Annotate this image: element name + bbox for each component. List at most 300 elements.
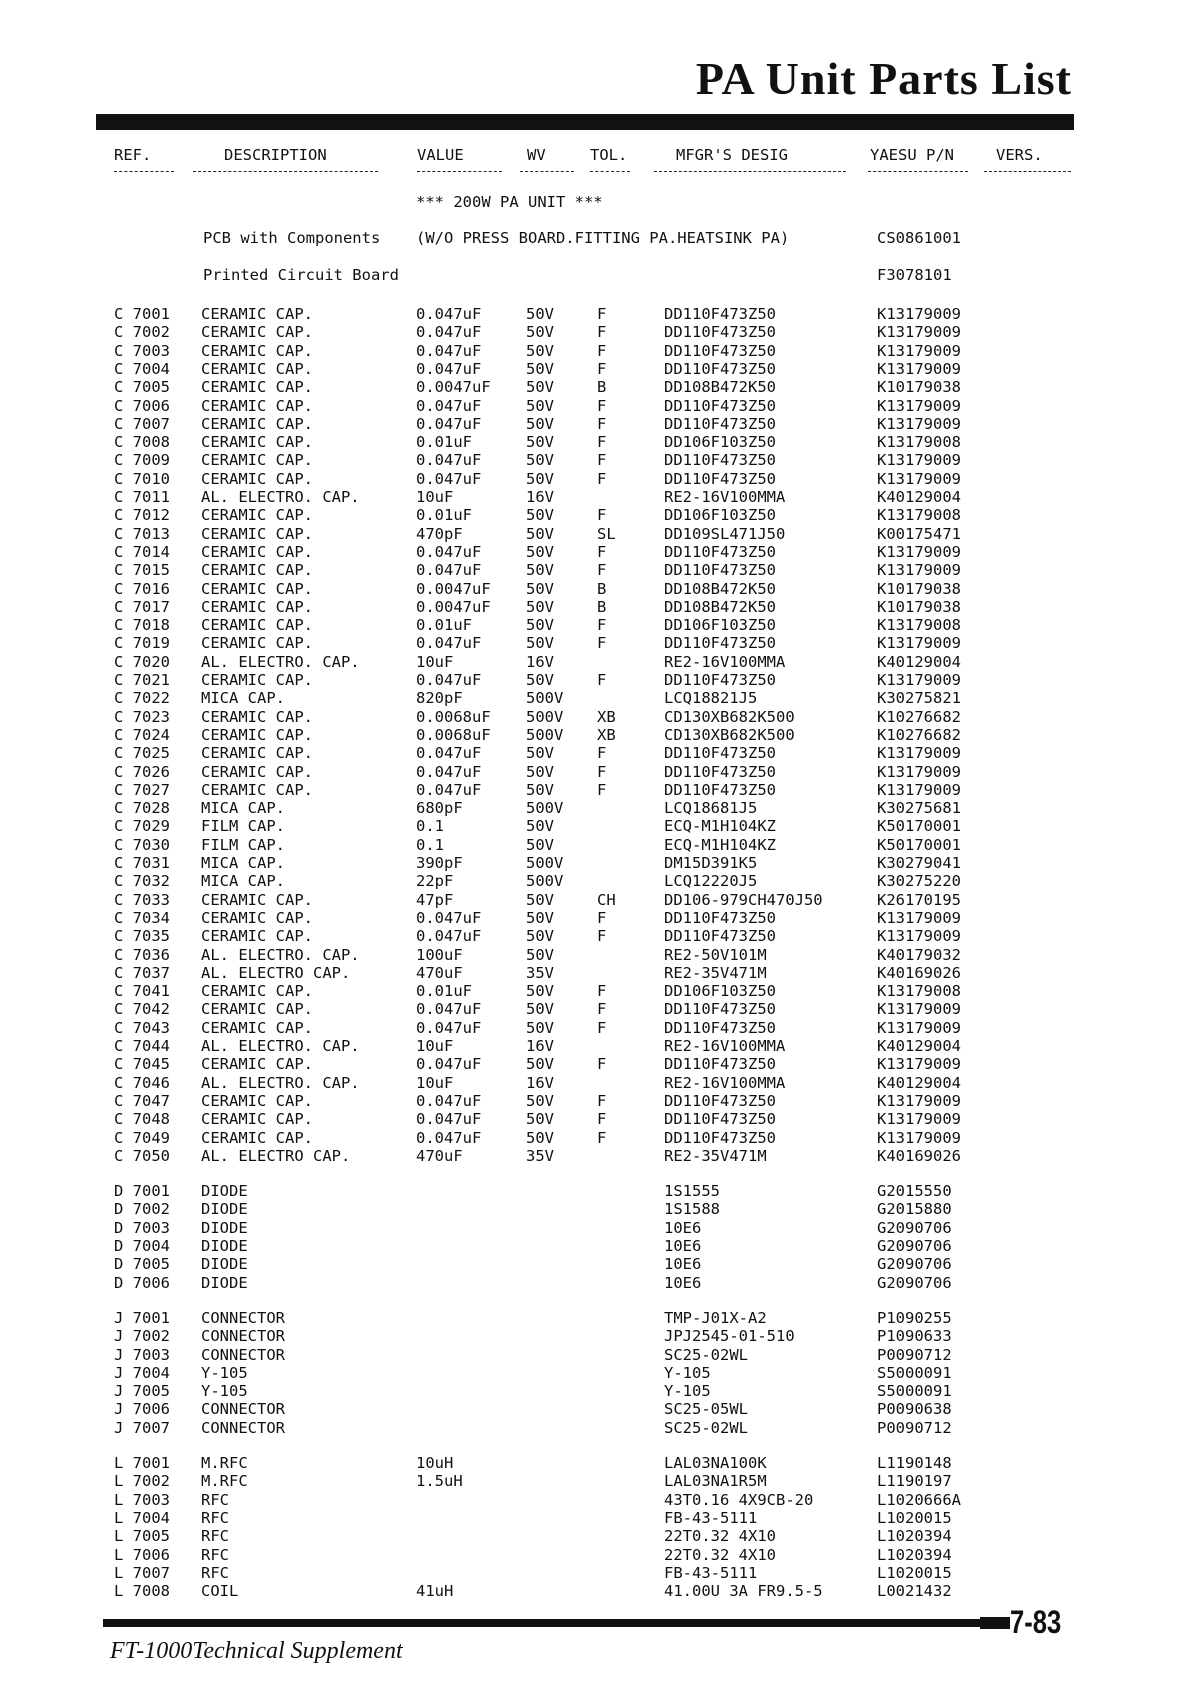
part-ref: C 7004	[114, 359, 170, 378]
part-wv: 500V	[526, 872, 564, 891]
table-row	[0, 1129, 1190, 1147]
part-description: CERAMIC CAP.	[201, 451, 313, 470]
table-row	[0, 1255, 1190, 1273]
part-yaesu-pn: G2090706	[877, 1237, 952, 1255]
part-value: 10uF	[416, 652, 454, 671]
part-value: 0.1	[416, 817, 444, 836]
part-yaesu-pn: K40169026	[877, 963, 961, 982]
part-tol: F	[597, 305, 607, 323]
part-value: 0.047uF	[416, 1091, 482, 1110]
part-description: AL. ELECTRO. CAP.	[201, 945, 360, 964]
part-value: 0.0047uF	[416, 378, 491, 397]
part-yaesu-pn: K30275220	[877, 872, 961, 891]
table-row	[0, 1092, 1190, 1110]
part-wv: 50V	[526, 1110, 554, 1129]
part-ref: L 7001	[114, 1454, 170, 1472]
part-yaesu-pn: L1020394	[877, 1527, 952, 1546]
part-description: CERAMIC CAP.	[201, 1055, 313, 1074]
part-description: CERAMIC CAP.	[201, 396, 313, 415]
part-value: 0.0068uF	[416, 707, 491, 726]
part-ref: C 7028	[114, 799, 170, 818]
part-ref: C 7050	[114, 1146, 170, 1165]
part-mfgr-desig: DD110F473Z50	[664, 561, 776, 580]
part-yaesu-pn: K13179009	[877, 671, 961, 689]
table-row	[0, 1454, 1190, 1472]
part-mfgr-desig: 10E6	[664, 1218, 702, 1237]
part-ref: C 7045	[114, 1055, 170, 1074]
part-tol: F	[597, 396, 607, 415]
part-wv: 50V	[526, 341, 554, 360]
part-yaesu-pn: S5000091	[877, 1382, 952, 1401]
table-row	[0, 927, 1190, 945]
table-row	[0, 342, 1190, 360]
part-ref: L 7008	[114, 1582, 170, 1601]
part-mfgr-desig: LCQ18821J5	[664, 689, 758, 708]
part-yaesu-pn: K50170001	[877, 835, 961, 854]
part-mfgr-desig: DD110F473Z50	[664, 671, 776, 689]
part-mfgr-desig: DD106-979CH470J50	[664, 890, 823, 909]
table-row	[0, 653, 1190, 671]
part-mfgr-desig: DD110F473Z50	[664, 323, 776, 342]
part-description: AL. ELECTRO. CAP.	[201, 1037, 360, 1055]
part-wv: 16V	[526, 1073, 554, 1092]
part-description: DIODE	[201, 1218, 248, 1237]
part-wv: 50V	[526, 1000, 554, 1019]
part-yaesu-pn: K13179008	[877, 982, 961, 1001]
part-ref: J 7004	[114, 1363, 170, 1382]
part-description: CERAMIC CAP.	[201, 414, 313, 433]
part-mfgr-desig: DD110F473Z50	[664, 396, 776, 415]
pcb-label: Printed Circuit Board	[203, 266, 399, 284]
part-tol: B	[597, 579, 607, 598]
header-tol: TOL.	[590, 146, 628, 164]
part-description: CERAMIC CAP.	[201, 762, 313, 781]
part-value: 100uF	[416, 945, 463, 964]
table-row	[0, 891, 1190, 909]
part-yaesu-pn: G2090706	[877, 1273, 952, 1292]
part-yaesu-pn: K13179009	[877, 1055, 961, 1074]
header-description: DESCRIPTION	[224, 146, 327, 164]
table-row	[0, 817, 1190, 835]
part-ref: C 7031	[114, 854, 170, 872]
part-wv: 50V	[526, 1018, 554, 1037]
part-ref: C 7023	[114, 707, 170, 726]
part-ref: D 7005	[114, 1255, 170, 1274]
table-row	[0, 1000, 1190, 1018]
part-ref: C 7016	[114, 579, 170, 598]
part-yaesu-pn: K10276682	[877, 725, 961, 744]
part-description: RFC	[201, 1563, 229, 1582]
part-wv: 50V	[526, 982, 554, 1001]
part-yaesu-pn: G2015880	[877, 1200, 952, 1219]
part-yaesu-pn: K13179009	[877, 744, 961, 763]
part-yaesu-pn: K13179009	[877, 469, 961, 488]
part-ref: C 7032	[114, 872, 170, 891]
part-value: 0.047uF	[416, 634, 482, 653]
part-mfgr-desig: LCQ18681J5	[664, 799, 758, 818]
part-mfgr-desig: DD110F473Z50	[664, 1128, 776, 1147]
part-description: AL. ELECTRO. CAP.	[201, 652, 360, 671]
part-mfgr-desig: DD110F473Z50	[664, 414, 776, 433]
part-wv: 50V	[526, 890, 554, 909]
part-description: DIODE	[201, 1273, 248, 1292]
table-row	[0, 946, 1190, 964]
part-yaesu-pn: K13179009	[877, 780, 961, 799]
part-mfgr-desig: Y-105	[664, 1363, 711, 1382]
part-ref: L 7007	[114, 1563, 170, 1582]
part-value: 41uH	[416, 1582, 454, 1601]
table-row	[0, 909, 1190, 927]
part-ref: J 7007	[114, 1418, 170, 1437]
part-ref: C 7010	[114, 469, 170, 488]
part-yaesu-pn: K40179032	[877, 945, 961, 964]
part-tol: F	[597, 341, 607, 360]
part-yaesu-pn: K13179009	[877, 451, 961, 470]
table-row	[0, 689, 1190, 707]
header-yaesu-pn: YAESU P/N	[870, 146, 954, 164]
part-ref: C 7029	[114, 817, 170, 836]
part-wv: 50V	[526, 323, 554, 342]
part-value: 0.047uF	[416, 927, 482, 946]
table-row	[0, 616, 1190, 634]
part-mfgr-desig: DD110F473Z50	[664, 1055, 776, 1074]
part-mfgr-desig: DD110F473Z50	[664, 634, 776, 653]
part-yaesu-pn: L1020394	[877, 1545, 952, 1564]
part-ref: D 7006	[114, 1273, 170, 1292]
part-tol: F	[597, 780, 607, 799]
part-yaesu-pn: K40129004	[877, 1073, 961, 1092]
table-row	[0, 982, 1190, 1000]
part-description: CERAMIC CAP.	[201, 1110, 313, 1129]
part-ref: C 7041	[114, 982, 170, 1001]
table-row	[0, 1219, 1190, 1237]
pcb-components-label: PCB with Components	[203, 229, 381, 247]
part-description: FILM CAP.	[201, 835, 285, 854]
part-mfgr-desig: FB-43-5111	[664, 1563, 758, 1582]
part-mfgr-desig: 41.00U 3A FR9.5-5	[664, 1582, 823, 1601]
part-description: CERAMIC CAP.	[201, 616, 313, 635]
part-yaesu-pn: K13179008	[877, 506, 961, 525]
part-description: M.RFC	[201, 1472, 248, 1491]
part-ref: J 7001	[114, 1308, 170, 1327]
part-description: CERAMIC CAP.	[201, 469, 313, 488]
table-row	[0, 836, 1190, 854]
table-row	[0, 1564, 1190, 1582]
table-row	[0, 488, 1190, 506]
part-mfgr-desig: LAL03NA100K	[664, 1454, 767, 1472]
part-mfgr-desig: DD110F473Z50	[664, 908, 776, 927]
part-yaesu-pn: K40169026	[877, 1146, 961, 1165]
table-row	[0, 1400, 1190, 1418]
part-tol: F	[597, 762, 607, 781]
table-row	[0, 872, 1190, 890]
part-description: AL. ELECTRO. CAP.	[201, 1073, 360, 1092]
part-value: 0.1	[416, 835, 444, 854]
part-ref: C 7026	[114, 762, 170, 781]
part-description: CERAMIC CAP.	[201, 744, 313, 763]
part-ref: D 7004	[114, 1237, 170, 1255]
part-mfgr-desig: 43T0.16 4X9CB-20	[664, 1490, 814, 1509]
page-title: PA Unit Parts List	[695, 53, 1072, 104]
part-value: 0.0047uF	[416, 579, 491, 598]
table-row	[0, 305, 1190, 323]
part-wv: 50V	[526, 1055, 554, 1074]
part-value: 0.047uF	[416, 1018, 482, 1037]
table-row	[0, 1327, 1190, 1345]
part-value: 0.047uF	[416, 561, 482, 580]
part-mfgr-desig: DD110F473Z50	[664, 927, 776, 946]
part-tol: F	[597, 616, 607, 635]
table-row	[0, 451, 1190, 469]
part-description: CONNECTOR	[201, 1308, 285, 1327]
part-tol: XB	[597, 707, 616, 726]
part-tol: F	[597, 982, 607, 1001]
part-description: CONNECTOR	[201, 1345, 285, 1364]
part-yaesu-pn: K30275681	[877, 799, 961, 818]
pcb-components-note: (W/O PRESS BOARD.FITTING PA.HEATSINK PA)	[416, 229, 790, 247]
part-tol: F	[597, 744, 607, 763]
table-row	[0, 1382, 1190, 1400]
part-description: COIL	[201, 1582, 239, 1601]
part-yaesu-pn: K13179009	[877, 396, 961, 415]
part-tol: CH	[597, 890, 616, 909]
part-description: MICA CAP.	[201, 854, 285, 872]
part-yaesu-pn: G2090706	[877, 1218, 952, 1237]
part-description: CERAMIC CAP.	[201, 597, 313, 616]
table-row	[0, 1364, 1190, 1382]
part-yaesu-pn: G2015550	[877, 1182, 952, 1201]
part-value: 0.047uF	[416, 908, 482, 927]
part-yaesu-pn: K10179038	[877, 378, 961, 397]
part-ref: C 7020	[114, 652, 170, 671]
table-row	[0, 1274, 1190, 1292]
part-ref: C 7027	[114, 780, 170, 799]
part-value: 0.047uF	[416, 1055, 482, 1074]
part-value: 0.01uF	[416, 433, 472, 452]
part-mfgr-desig: DD110F473Z50	[664, 1110, 776, 1129]
part-tol: B	[597, 597, 607, 616]
part-mfgr-desig: DD109SL471J50	[664, 524, 786, 543]
part-wv: 50V	[526, 762, 554, 781]
part-ref: L 7005	[114, 1527, 170, 1546]
part-tol: F	[597, 542, 607, 561]
part-yaesu-pn: K13179009	[877, 305, 961, 323]
part-mfgr-desig: SC25-05WL	[664, 1400, 748, 1419]
part-value: 470pF	[416, 524, 463, 543]
part-value: 0.047uF	[416, 359, 482, 378]
part-ref: C 7005	[114, 378, 170, 397]
part-mfgr-desig: DD108B472K50	[664, 579, 776, 598]
part-value: 0.047uF	[416, 323, 482, 342]
part-tol: F	[597, 671, 607, 689]
section-title: *** 200W PA UNIT ***	[416, 193, 603, 211]
table-row	[0, 506, 1190, 524]
part-description: RFC	[201, 1490, 229, 1509]
part-wv: 50V	[526, 451, 554, 470]
part-yaesu-pn: K13179009	[877, 762, 961, 781]
part-yaesu-pn: L1020015	[877, 1508, 952, 1527]
part-description: AL. ELECTRO CAP.	[201, 1146, 351, 1165]
table-row	[0, 671, 1190, 689]
part-mfgr-desig: FB-43-5111	[664, 1508, 758, 1527]
part-ref: C 7011	[114, 488, 170, 506]
part-description: CERAMIC CAP.	[201, 323, 313, 342]
part-value: 0.047uF	[416, 414, 482, 433]
part-ref: C 7014	[114, 542, 170, 561]
part-wv: 50V	[526, 927, 554, 946]
part-mfgr-desig: DD110F473Z50	[664, 305, 776, 323]
part-description: CERAMIC CAP.	[201, 982, 313, 1001]
part-yaesu-pn: P0090712	[877, 1345, 952, 1364]
part-yaesu-pn: L0021432	[877, 1582, 952, 1601]
table-row	[0, 470, 1190, 488]
part-value: 0.047uF	[416, 762, 482, 781]
part-yaesu-pn: L1190197	[877, 1472, 952, 1491]
part-ref: D 7001	[114, 1182, 170, 1201]
part-ref: C 7019	[114, 634, 170, 653]
part-mfgr-desig: DD110F473Z50	[664, 469, 776, 488]
part-ref: D 7003	[114, 1218, 170, 1237]
part-value: 390pF	[416, 854, 463, 872]
part-description: Y-105	[201, 1363, 248, 1382]
part-yaesu-pn: K13179009	[877, 341, 961, 360]
part-wv: 50V	[526, 634, 554, 653]
part-ref: J 7005	[114, 1382, 170, 1401]
part-yaesu-pn: K13179009	[877, 927, 961, 946]
part-value: 680pF	[416, 799, 463, 818]
part-yaesu-pn: P0090638	[877, 1400, 952, 1419]
part-wv: 50V	[526, 817, 554, 836]
pcb-part-no: F3078101	[877, 266, 952, 284]
part-mfgr-desig: 10E6	[664, 1273, 702, 1292]
part-ref: C 7024	[114, 725, 170, 744]
part-ref: C 7021	[114, 671, 170, 689]
part-yaesu-pn: P0090712	[877, 1418, 952, 1437]
part-ref: C 7047	[114, 1091, 170, 1110]
part-yaesu-pn: K40129004	[877, 1037, 961, 1055]
part-description: CERAMIC CAP.	[201, 780, 313, 799]
part-ref: L 7004	[114, 1508, 170, 1527]
part-mfgr-desig: DD106F103Z50	[664, 433, 776, 452]
part-value: 0.047uF	[416, 744, 482, 763]
part-wv: 50V	[526, 506, 554, 525]
part-value: 0.047uF	[416, 780, 482, 799]
part-ref: C 7006	[114, 396, 170, 415]
table-row	[0, 598, 1190, 616]
part-mfgr-desig: 1S1555	[664, 1182, 720, 1201]
part-mfgr-desig: RE2-16V100MMA	[664, 1037, 786, 1055]
part-description: RFC	[201, 1508, 229, 1527]
part-wv: 50V	[526, 433, 554, 452]
table-row	[0, 1237, 1190, 1255]
table-row	[0, 415, 1190, 433]
part-ref: C 7036	[114, 945, 170, 964]
part-description: CERAMIC CAP.	[201, 671, 313, 689]
table-row	[0, 1546, 1190, 1564]
part-ref: C 7043	[114, 1018, 170, 1037]
part-mfgr-desig: LAL03NA1R5M	[664, 1472, 767, 1491]
part-value: 0.047uF	[416, 1128, 482, 1147]
part-wv: 50V	[526, 524, 554, 543]
part-tol: F	[597, 433, 607, 452]
table-row	[0, 1200, 1190, 1218]
part-ref: J 7002	[114, 1327, 170, 1346]
part-value: 0.047uF	[416, 396, 482, 415]
part-mfgr-desig: RE2-16V100MMA	[664, 652, 786, 671]
part-mfgr-desig: DD110F473Z50	[664, 1000, 776, 1019]
part-mfgr-desig: DD110F473Z50	[664, 359, 776, 378]
part-ref: C 7035	[114, 927, 170, 946]
table-row	[0, 561, 1190, 579]
table-row	[0, 1491, 1190, 1509]
part-ref: J 7006	[114, 1400, 170, 1419]
part-description: DIODE	[201, 1237, 248, 1255]
part-yaesu-pn: S5000091	[877, 1363, 952, 1382]
part-description: MICA CAP.	[201, 872, 285, 891]
pcb-components-part-no: CS0861001	[877, 229, 961, 247]
part-mfgr-desig: TMP-J01X-A2	[664, 1308, 767, 1327]
header-vers: VERS.	[996, 146, 1043, 164]
part-mfgr-desig: 22T0.32 4X10	[664, 1545, 776, 1564]
part-wv: 16V	[526, 1037, 554, 1055]
part-yaesu-pn: L1020666A	[877, 1490, 961, 1509]
part-tol: F	[597, 908, 607, 927]
part-tol: F	[597, 1091, 607, 1110]
part-wv: 50V	[526, 780, 554, 799]
part-description: CERAMIC CAP.	[201, 927, 313, 946]
table-row	[0, 1472, 1190, 1490]
part-ref: C 7034	[114, 908, 170, 927]
part-mfgr-desig: DM15D391K5	[664, 854, 758, 872]
part-description: M.RFC	[201, 1454, 248, 1472]
part-yaesu-pn: K13179009	[877, 359, 961, 378]
part-yaesu-pn: K13179009	[877, 323, 961, 342]
part-mfgr-desig: RE2-35V471M	[664, 963, 767, 982]
part-value: 0.01uF	[416, 982, 472, 1001]
part-description: CERAMIC CAP.	[201, 1000, 313, 1019]
part-mfgr-desig: SC25-02WL	[664, 1345, 748, 1364]
table-row	[0, 964, 1190, 982]
table-row	[0, 1019, 1190, 1037]
part-yaesu-pn: K13179009	[877, 561, 961, 580]
part-ref: L 7006	[114, 1545, 170, 1564]
part-ref: C 7008	[114, 433, 170, 452]
part-yaesu-pn: K00175471	[877, 524, 961, 543]
part-wv: 50V	[526, 359, 554, 378]
part-yaesu-pn: K13179008	[877, 433, 961, 452]
part-wv: 500V	[526, 725, 564, 744]
part-value: 0.0068uF	[416, 725, 491, 744]
part-wv: 35V	[526, 1146, 554, 1165]
table-row	[0, 726, 1190, 744]
part-wv: 50V	[526, 561, 554, 580]
part-yaesu-pn: K13179009	[877, 908, 961, 927]
part-mfgr-desig: RE2-16V100MMA	[664, 1073, 786, 1092]
part-ref: C 7025	[114, 744, 170, 763]
part-description: CONNECTOR	[201, 1327, 285, 1346]
part-description: AL. ELECTRO. CAP.	[201, 488, 360, 506]
part-description: Y-105	[201, 1382, 248, 1401]
part-yaesu-pn: K50170001	[877, 817, 961, 836]
part-yaesu-pn: G2090706	[877, 1255, 952, 1274]
table-row	[0, 634, 1190, 652]
table-row	[0, 1346, 1190, 1364]
part-value: 10uF	[416, 488, 454, 506]
part-ref: C 7022	[114, 689, 170, 708]
part-wv: 50V	[526, 305, 554, 323]
table-row	[0, 360, 1190, 378]
bottom-rule	[103, 1619, 1008, 1627]
